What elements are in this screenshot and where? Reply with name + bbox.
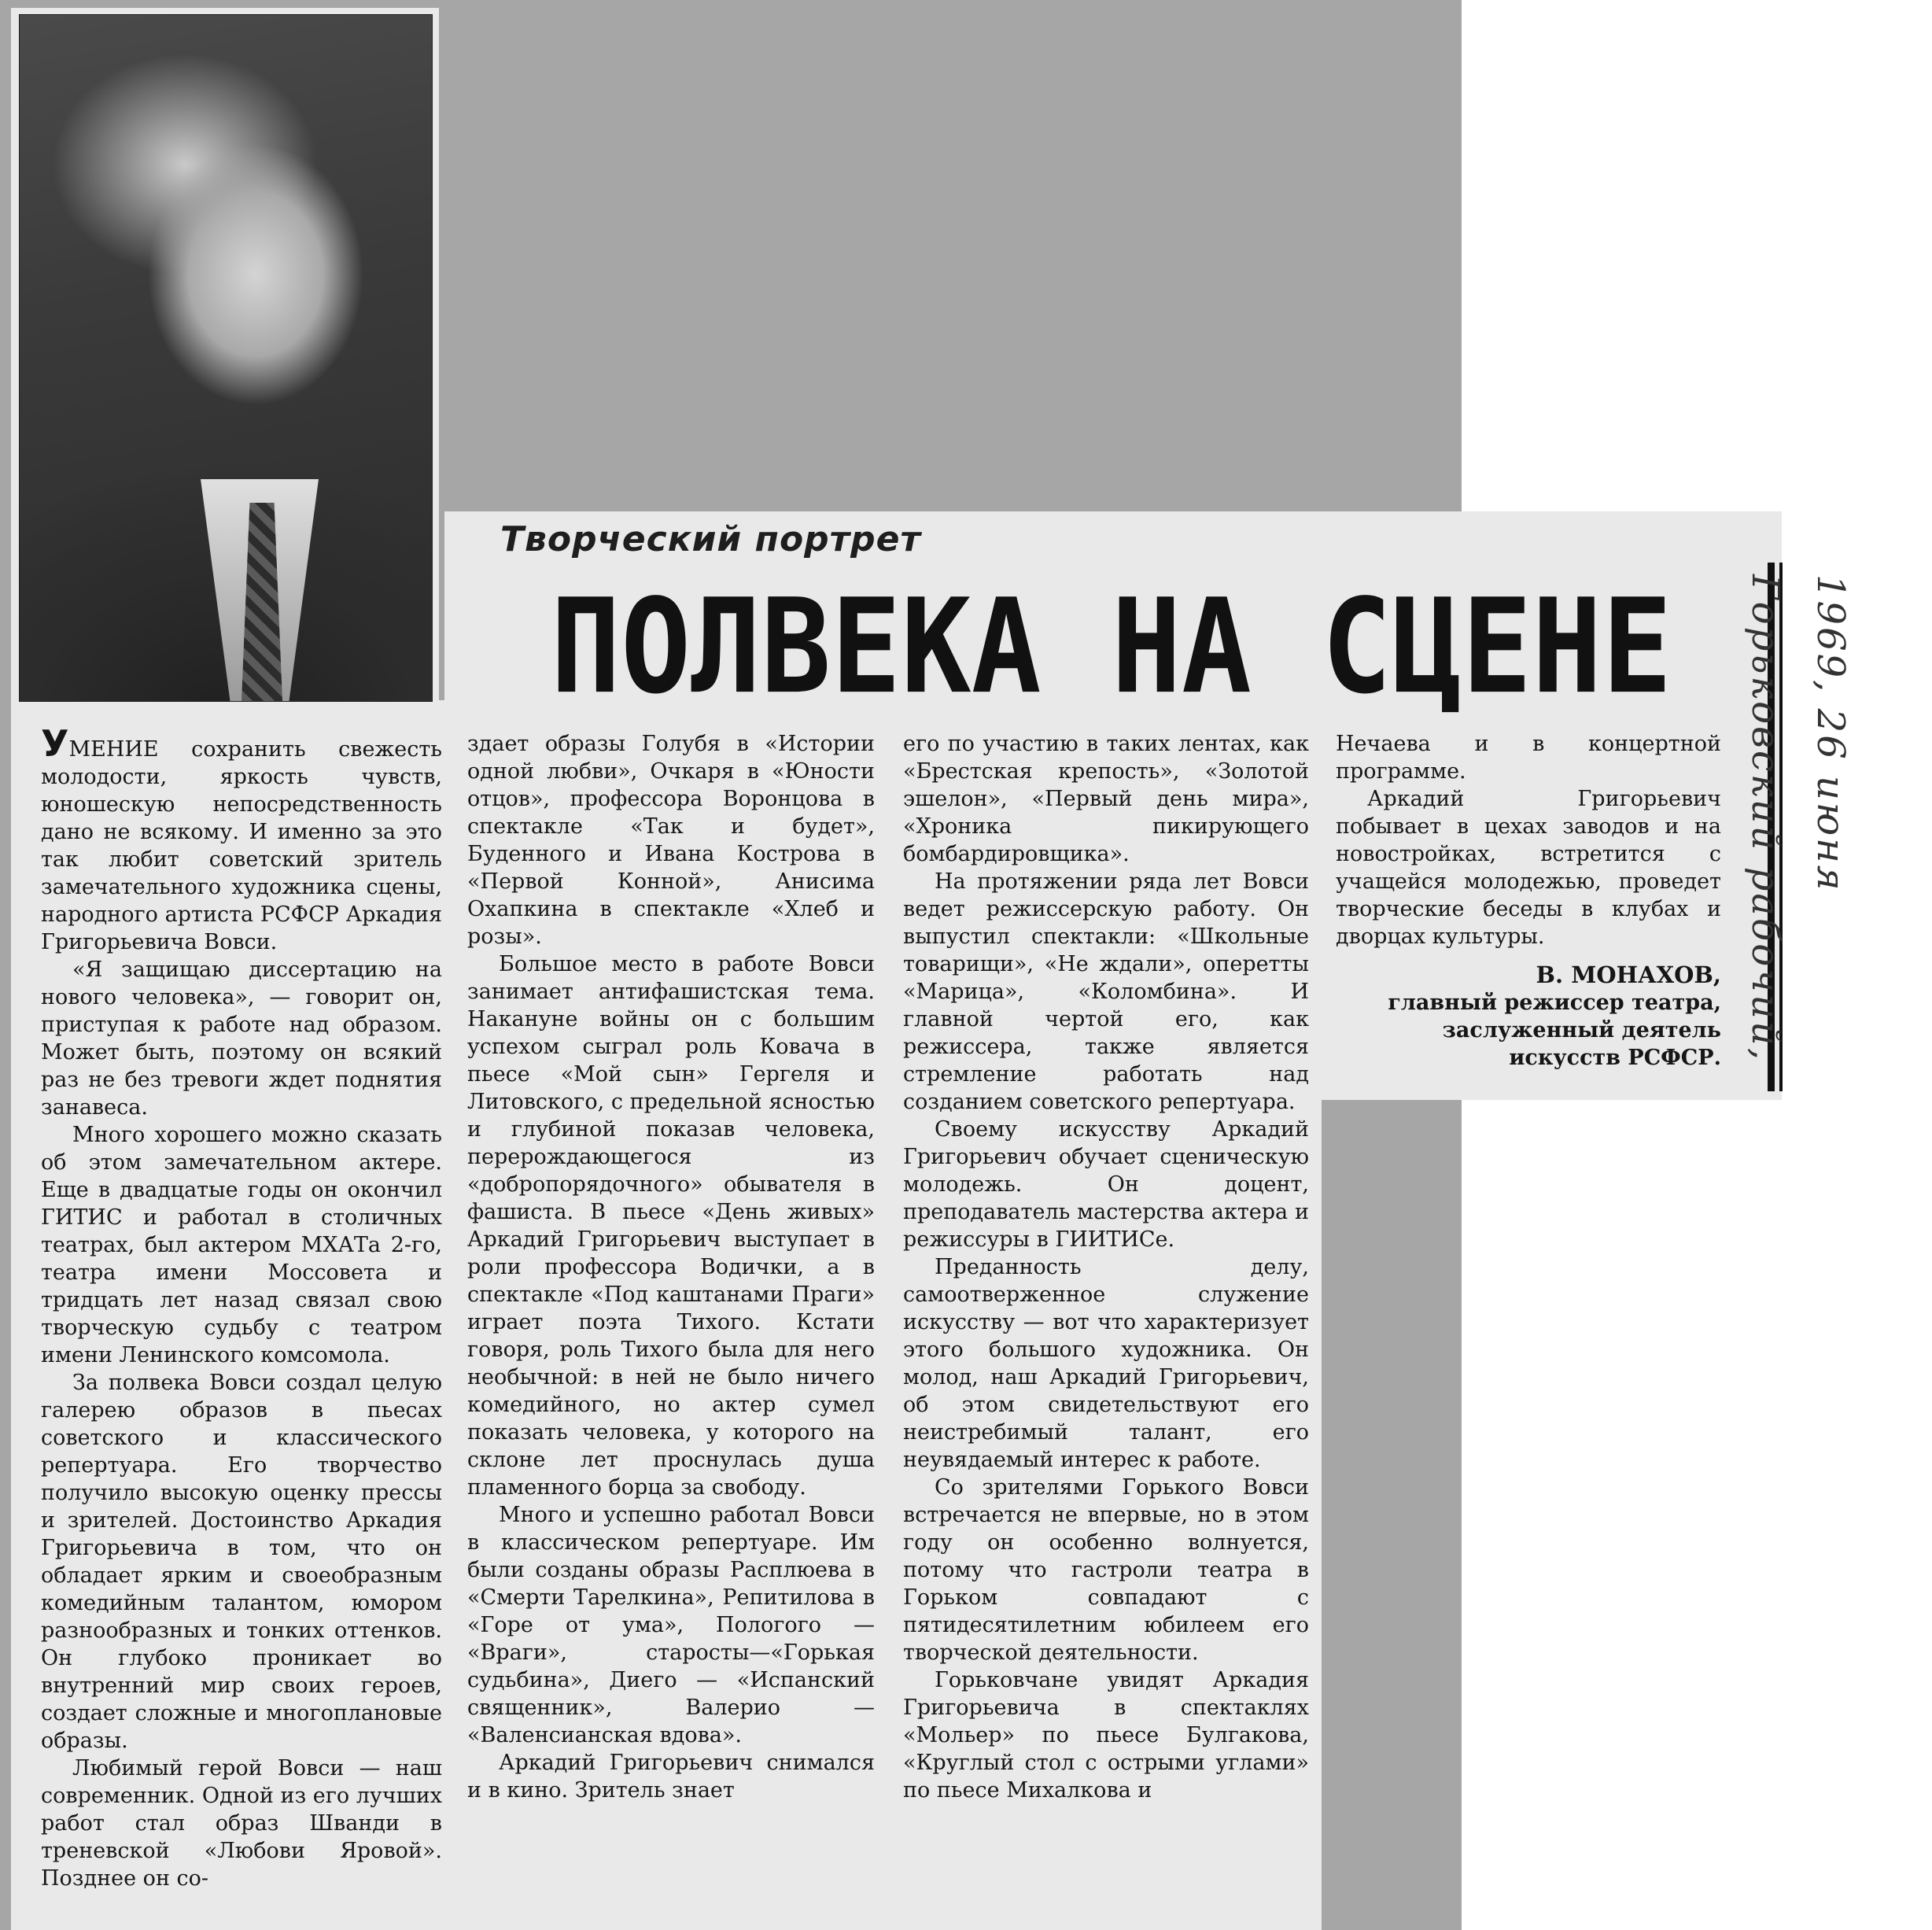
paragraph: [41, 722, 442, 956]
handwritten-date: 1969, 26 июня: [1808, 574, 1853, 893]
paragraph: Своему искусству Аркадий Григорьевич обучает сценическую молодежь. Он доцент, преподаватель мастерства актера и режиссуры в ГИИТИСе.: [903, 1117, 1309, 1252]
paragraph: На протяжении ряда лет Вовси ведет режиссерскую работу. Он выпустил спектакли: «Школьные товарищи», «Не ждали», оперетты «Марица», «Коломбина». И главной чертой его, как режиссера, также является стремление работать над созданием советского репертуара.: [903, 869, 1309, 1114]
paragraph: Преданность делу, самоотверженное служение искусству — вот что характеризует этого большого художника. Он молод, наш Аркадий Григорьевич, об этом свидетельствуют его неистребимый талант, его неувядаемый интерес к работе.: [903, 1255, 1309, 1472]
author-name: В. МОНАХОВ,: [1536, 961, 1721, 988]
paragraph: здает образы Голубя в «Истории одной любви», Очкаря в «Юности отцов», профессора Воронцова в спектакле «Так и будет», Буденного и Ивана Кострова в «Первой Конной», Анисима Охапкина в спектакле «Хлеб и розы».: [467, 732, 875, 949]
paragraph: За полвека Вовси создал целую галерею образов в пьесах советского и классического репертуара. Его творчество получило высокую оценку прессы и зрителей. Достоинство Аркадия Григорьевича в том, что он обладает ярким и своеобразным комедийным талантом, юмором разнообразных и тонких оттенков. Он глубоко проникает во внутренний мир своих героев, создает сложные и многоплановые образы.: [41, 1371, 442, 1753]
paragraph: Любимый герой Вовси — наш современник. Одной из его лучших работ стал образ Шванди в треневской «Любови Яровой». Позднее он со-: [41, 1756, 442, 1891]
headline: ПОЛВЕКА НА СЦЕНЕ: [551, 570, 1672, 723]
paragraph: Большое место в работе Вовси занимает антифашистская тема. Накануне войны он с большим успехом сыграл роль Ковача в пьесе «Мой сын» Гергеля и Литовского, с предельной ясностью и глубиной показав человека, перерождающегося из «добропорядочного» обывателя в фашиста. В пьесе «День живых» Аркадий Григорьевич выступает в роли профессора Водички, а в спектакле «Под каштанами Праги» играет поэта Тихого. Кстати говоря, роль Тихого была для него необычной: в ней не было ничего комедийного, но актер сумел показать человека, у которого на склоне лет проснулась душа пламенного борца за свободу.: [467, 952, 875, 1500]
paragraph: Много хорошего можно сказать об этом замечательном актере. Еще в двадцатые годы он окончил ГИТИС и работал в столичных театрах, был актером МХАТа 2-го, театра имени Моссовета и тридцать лет назад связал свою творческую судьбу с театром имени Ленинского комсомола.: [41, 1123, 442, 1367]
handwritten-source: Горьковский рабочий,: [1743, 574, 1787, 1063]
portrait-photo: [19, 14, 433, 702]
paragraph: Много и успешно работал Вовси в классическом репертуаре. Им были созданы образы Расплюева в «Смерти Тарелкина», Репитилова в «Горе от ума», Пологого — «Враги», старосты—«Горькая судьбина», Диего — «Испанский священник», Валерио — «Валенсианская вдова».: [467, 1503, 875, 1747]
rubric-label: Творческий портрет: [500, 519, 922, 559]
paragraph-text: МЕНИЕ сохранить свежесть молодости, яркость чувств, юношескую непосредственность дано не всякому. И именно за это так любит советский зритель замечательного художника сцены, народного артиста РСФСР Аркадия Григорьевича Вовси.: [41, 737, 442, 954]
paragraph: Нечаева и в концертной программе.: [1336, 732, 1721, 784]
article-column-3: [903, 730, 1309, 1804]
author-title: главный режиссер театра, заслуженный деятель искусств РСФСР.: [1388, 991, 1721, 1070]
paragraph: Аркадий Григорьевич снимался и в кино. Зритель знает: [467, 1751, 875, 1803]
paragraph: Аркадий Григорьевич побывает в цехах заводов и на новостройках, встретится с учащейся молодежью, проведет творческие беседы в клубах и дворцах культуры.: [1336, 787, 1721, 949]
article-column-4: [1336, 730, 1721, 1072]
article-column-2: [467, 730, 875, 1804]
drop-cap: У: [41, 722, 69, 765]
paragraph: Со зрителями Горького Вовси встречается не впервые, но в этом году он особенно волнуется, потому что гастроли театра в Горьком совпадают с пятидесятилетним юбилеем его творческой деятельности.: [903, 1475, 1309, 1665]
article-column-1: [41, 722, 442, 1892]
paragraph: Горьковчане увидят Аркадия Григорьевича в спектаклях «Мольер» по пьесе Булгакова, «Круглый стол с острыми углами» по пьесе Михалкова и: [903, 1668, 1309, 1803]
paragraph: его по участию в таких лентах, как «Брестская крепость», «Золотой эшелон», «Первый день мира», «Хроника пикирующего бомбардировщика».: [903, 732, 1309, 866]
paragraph: «Я защищаю диссертацию на нового человека», — говорит он, приступая к работе над образом. Может быть, поэтому он всякий раз не без тревоги ждет поднятия занавеса.: [41, 958, 442, 1120]
